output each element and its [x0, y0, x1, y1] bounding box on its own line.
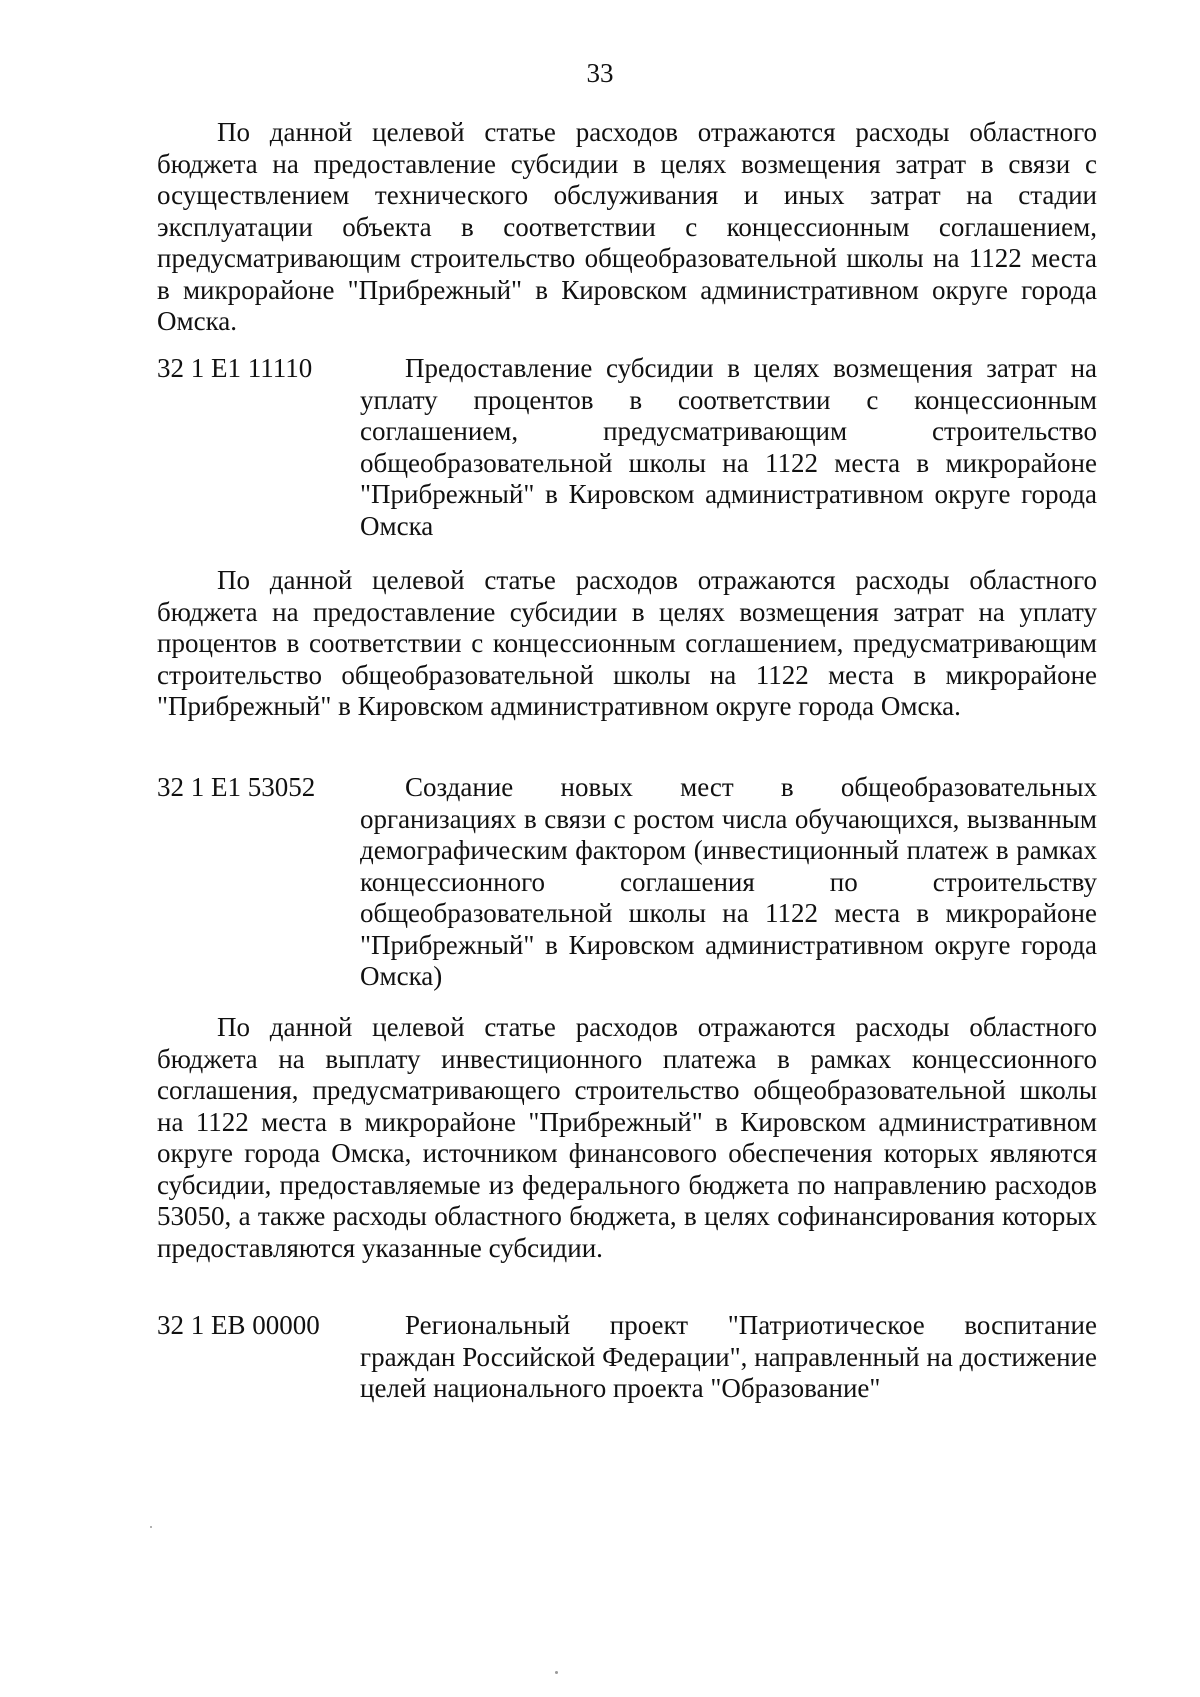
budget-entry-description: Региональный проект "Патриотическое воспитание граждан Российской Федерации", направленный на достижение целей национального проекта "Образование" [360, 1310, 1097, 1403]
paragraph-1: По данной целевой статье расходов отражаются расходы областного бюджета на предоставление субсидии в целях возмещения затрат в связи с осуществлением технического обслуживания и иных затрат на стадии эксплуатации объекта в соответствии с концессионным соглашением, предусматривающим строительство общеобразовательной школы на 1122 места в микрорайоне "Прибрежный" в Кировском административном округе города Омска. [157, 117, 1097, 336]
paragraph-3: По данной целевой статье расходов отражаются расходы областного бюджета на выплату инвестиционного платежа в рамках концессионного соглашения, предусматривающего строительство общеобразовательной школы на 1122 места в микрорайоне "Прибрежный" в Кировском административном округе города Омска, источником финансового обеспечения которых являются субсидии, предоставляемые из федерального бюджета по направлению расходов 53050, а также расходы областного бюджета, в целях софинансирования которых предоставляются указанные субсидии. [157, 1012, 1097, 1263]
page-number: 33 [586, 58, 614, 88]
scan-speck [150, 1526, 152, 1528]
budget-entry-description: Предоставление субсидии в целях возмещения затрат на уплату процентов в соответствии с концессионным соглашением, предусматривающим строительство общеобразовательной школы на 1122 места в микрорайоне "Прибрежный" в Кировском административном округе города Омска [360, 353, 1097, 541]
budget-entry-description: Создание новых мест в общеобразовательных организациях в связи с ростом числа обучающихся, вызванным демографическим фактором (инвестиционный платеж в рамках концессионного соглашения по строительству общеобразовательной школы на 1122 места в микрорайоне "Прибрежный" в Кировском административном округе города Омска) [360, 772, 1097, 991]
scan-speck [555, 1671, 558, 1674]
budget-code: 32 1 EB 00000 [157, 1310, 320, 1340]
budget-code: 32 1 E1 11110 [157, 353, 313, 383]
paragraph-2: По данной целевой статье расходов отражаются расходы областного бюджета на предоставление субсидии в целях возмещения затрат на уплату процентов в соответствии с концессионным соглашением, предусматривающим строительство общеобразовательной школы на 1122 места в микрорайоне "Прибрежный" в Кировском административном округе города Омска. [157, 565, 1097, 721]
budget-code: 32 1 E1 53052 [157, 772, 316, 802]
